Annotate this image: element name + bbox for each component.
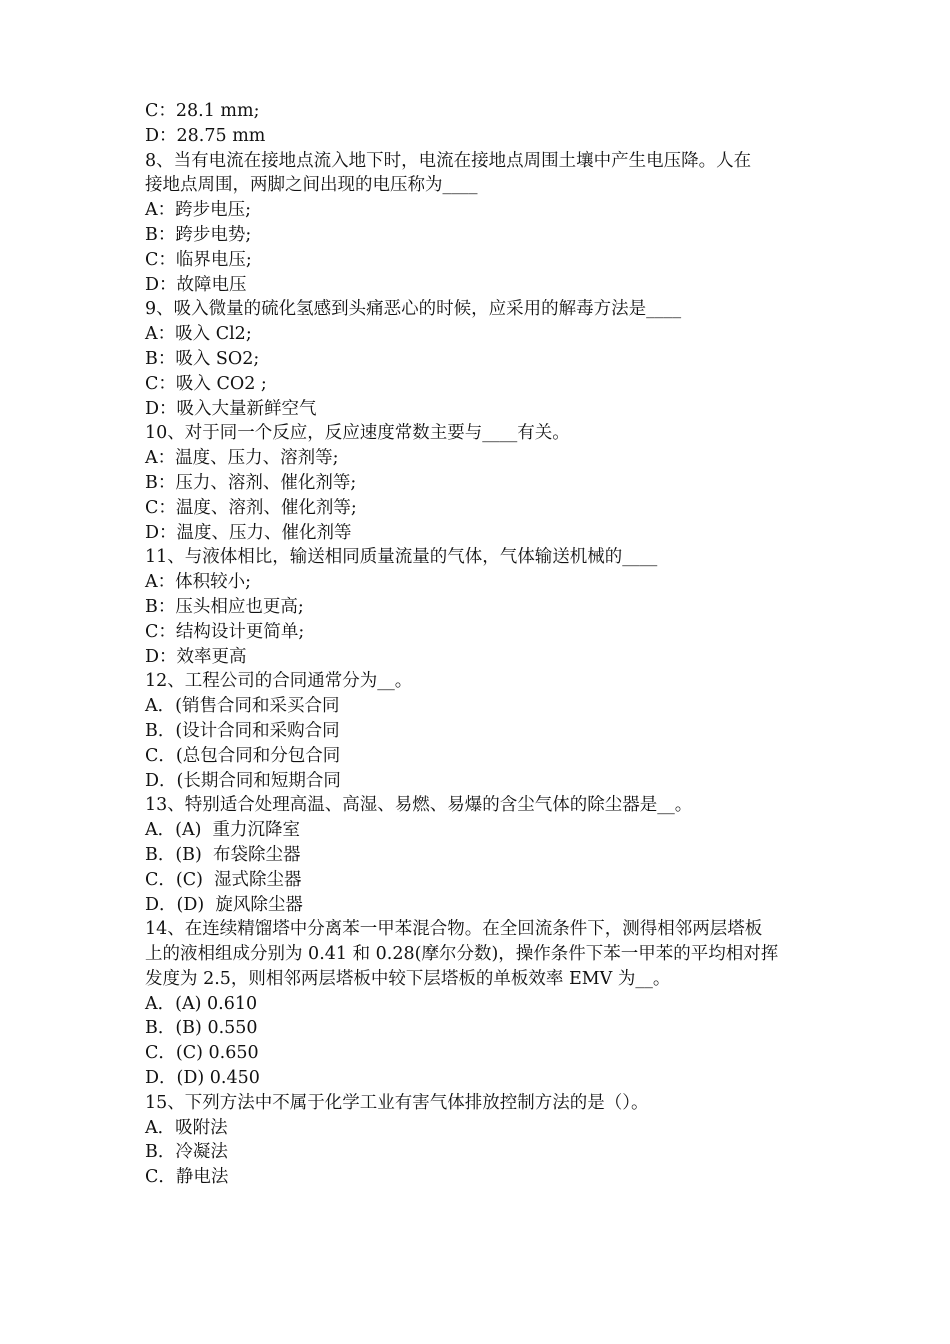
option-line: D：吸入大量新鲜空气 — [145, 398, 317, 419]
option-line: A．(A) 0.610 — [145, 993, 258, 1014]
option-line: C．静电法 — [145, 1167, 229, 1188]
option-line: A．(销售合同和采买合同 — [145, 696, 340, 717]
question-14-stem: 发度为 2.5，则相邻两层塔板中较下层塔板的单板效率 EMV 为__。 — [145, 968, 671, 989]
question-11-stem: 11、与液体相比，输送相同质量流量的气体，气体输送机械的____ — [145, 547, 658, 568]
option-line: D．(D) 旋风除尘器 — [145, 894, 303, 915]
option-line: B：压力、溶剂、催化剂等; — [145, 472, 357, 493]
option-line: A：温度、压力、溶剂等; — [145, 448, 339, 469]
option-line: C：结构设计更简单; — [145, 621, 305, 642]
option-line: B：吸入 SO2; — [145, 348, 260, 369]
option-line: D．(D) 0.450 — [145, 1068, 260, 1089]
question-12-stem: 12、工程公司的合同通常分为__。 — [145, 671, 413, 692]
option-line: D．(长期合同和短期合同 — [145, 770, 341, 791]
option-line: D：温度、压力、催化剂等 — [145, 522, 352, 543]
option-line: B．(设计合同和采购合同 — [145, 720, 340, 741]
option-line: C．(C) 0.650 — [145, 1043, 259, 1064]
question-14-stem: 上的液相组成分别为 0.41 和 0.28(摩尔分数)，操作条件下苯一甲苯的平均相对挥 — [145, 944, 779, 965]
question-10-stem: 10、对于同一个反应，反应速度常数主要与____有关。 — [145, 423, 570, 444]
option-line: C：温度、溶剂、催化剂等; — [145, 497, 357, 518]
option-line: C：吸入 CO2 ; — [145, 373, 267, 394]
option-line: B：跨步电势; — [145, 224, 252, 245]
option-line: B．(B) 0.550 — [145, 1018, 258, 1039]
option-line: A．(A) 重力沉降室 — [145, 820, 301, 841]
option-line: C．(C) 湿式除尘器 — [145, 869, 302, 890]
question-text-block — [145, 99, 815, 1190]
option-line: C．(总包合同和分包合同 — [145, 745, 341, 766]
option-line: A：吸入 Cl2; — [145, 324, 252, 345]
option-line: A．吸附法 — [145, 1117, 228, 1138]
text-line: C：28.1 mm; — [145, 101, 260, 121]
question-8-stem: 接地点周围，两脚之间出现的电压称为____ — [145, 175, 478, 196]
question-8-stem: 8、当有电流在接地点流入地下时，电流在接地点周围土壤中产生电压降。人在 — [145, 150, 752, 171]
option-line: B．(B) 布袋除尘器 — [145, 844, 301, 865]
option-line: A：跨步电压; — [145, 200, 252, 221]
question-13-stem: 13、特别适合处理高温、高湿、易燃、易爆的含尘气体的除尘器是__。 — [145, 795, 693, 816]
option-line: C：临界电压; — [145, 249, 252, 270]
question-9-stem: 9、吸入微量的硫化氢感到头痛恶心的时候，应采用的解毒方法是____ — [145, 299, 682, 320]
text-line: D：28.75 mm — [145, 125, 266, 146]
question-15-stem: 15、下列方法中不属于化学工业有害气体排放控制方法的是（）。 — [145, 1092, 649, 1113]
option-line: D：效率更高 — [145, 646, 247, 667]
option-line: B．冷凝法 — [145, 1142, 228, 1163]
question-14-stem: 14、在连续精馏塔中分离苯一甲苯混合物。在全回流条件下，测得相邻两层塔板 — [145, 919, 763, 940]
option-line: A：体积较小; — [145, 572, 252, 593]
option-line: B：压头相应也更高; — [145, 596, 304, 617]
option-line: D：故障电压 — [145, 274, 247, 295]
